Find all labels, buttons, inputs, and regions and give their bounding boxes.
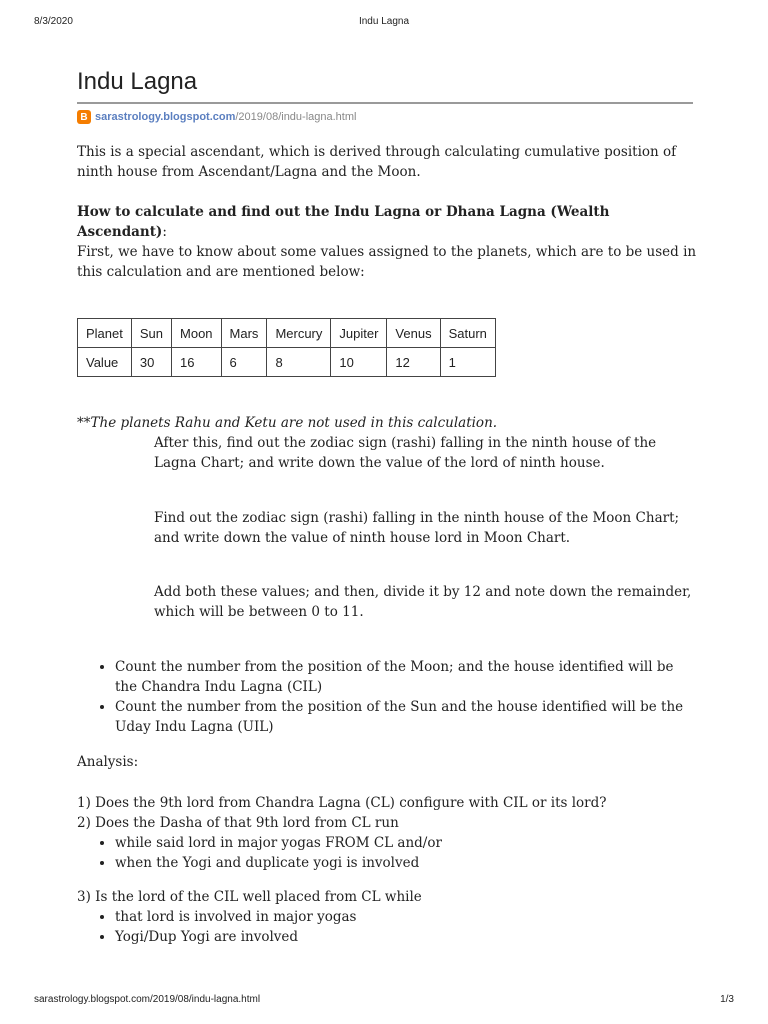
calculation-section: [77, 202, 697, 282]
source-link[interactable]: [77, 108, 693, 126]
table-cell: 16: [172, 348, 222, 377]
table-cell: Mars: [221, 319, 267, 348]
table-cell: 1: [440, 348, 495, 377]
analysis-question-3: [77, 887, 699, 947]
table-cell: Value: [78, 348, 132, 377]
list-item: • Yogi/Dup Yogi are involved: [115, 927, 699, 947]
step-lagna-chart: After this, find out the zodiac sign (rashi) falling in the ninth house of the Lagna Chart; and write down the value of the lord of ninth house.: [154, 435, 657, 471]
question-3: 3) Is the lord of the CIL well placed from CL while: [77, 889, 422, 905]
table-cell: Venus: [387, 319, 440, 348]
print-date: 8/3/2020: [34, 16, 73, 27]
section-heading: How to calculate and find out the Indu Lagna or Dhana Lagna (Wealth Ascendant): [77, 204, 610, 240]
table-cell: 6: [221, 348, 267, 377]
source-host[interactable]: sarastrology.blogspot.com: [95, 111, 236, 123]
page-title: Indu Lagna: [77, 68, 198, 95]
table-cell: Saturn: [440, 319, 495, 348]
rahu-ketu-note: **The planets Rahu and Ketu are not used in this calculation.: [77, 415, 498, 431]
question-1: 1) Does the 9th lord from Chandra Lagna (CL) configure with CIL or its lord?: [77, 795, 607, 811]
table-cell: Moon: [172, 319, 222, 348]
table-row: [78, 348, 496, 377]
table-cell: 10: [331, 348, 387, 377]
page-number: 1/3: [720, 994, 734, 1005]
print-title: Indu Lagna: [358, 16, 410, 27]
list-item: • Count the number from the position of the Sun and the house identified will be the Uday Indu Lagna (UIL): [115, 697, 699, 737]
title-divider: [77, 102, 693, 104]
table-cell: Sun: [131, 319, 171, 348]
list-item: • when the Yogi and duplicate yogi is involved: [115, 853, 699, 873]
table-row: [78, 319, 496, 348]
print-footer: [34, 994, 734, 1008]
analysis-label: Analysis:: [77, 754, 139, 770]
table-cell: Planet: [78, 319, 132, 348]
step-add-values: Add both these values; and then, divide it by 12 and note down the remainder, which will be between 0 to 11.: [154, 584, 692, 620]
count-list: [77, 657, 699, 737]
blogger-icon: B: [77, 110, 91, 124]
print-header: [34, 16, 734, 30]
table-cell: 12: [387, 348, 440, 377]
table-cell: 8: [267, 348, 331, 377]
article-header: [77, 60, 693, 126]
table-cell: 30: [131, 348, 171, 377]
list-item: • Count the number from the position of the Moon; and the house identified will be the Chandra Indu Lagna (CIL): [115, 657, 699, 697]
source-path[interactable]: /2019/08/indu-lagna.html: [235, 111, 357, 123]
list-item: • while said lord in major yogas FROM CL and/or: [115, 833, 699, 853]
analysis-questions-1-2: [77, 793, 699, 873]
section-heading-colon: :: [162, 224, 167, 240]
section-intro: First, we have to know about some values assigned to the planets, which are to be used in this calculation and are mentioned below:: [77, 244, 697, 280]
footer-url: sarastrology.blogspot.com/2019/08/indu-lagna.html: [34, 994, 261, 1005]
step-moon-chart: Find out the zodiac sign (rashi) falling in the ninth house of the Moon Chart; and write down the value of ninth house lord in Moon Chart.: [154, 510, 680, 546]
list-item: • that lord is involved in major yogas: [115, 907, 699, 927]
question-2: 2) Does the Dasha of that 9th lord from CL run: [77, 815, 399, 831]
table-cell: Mercury: [267, 319, 331, 348]
table-cell: Jupiter: [331, 319, 387, 348]
intro-paragraph: This is a special ascendant, which is derived through calculating cumulative position of ninth house from Ascendant/Lagna and the Moon.: [77, 144, 677, 180]
planet-values-table: [77, 318, 496, 377]
